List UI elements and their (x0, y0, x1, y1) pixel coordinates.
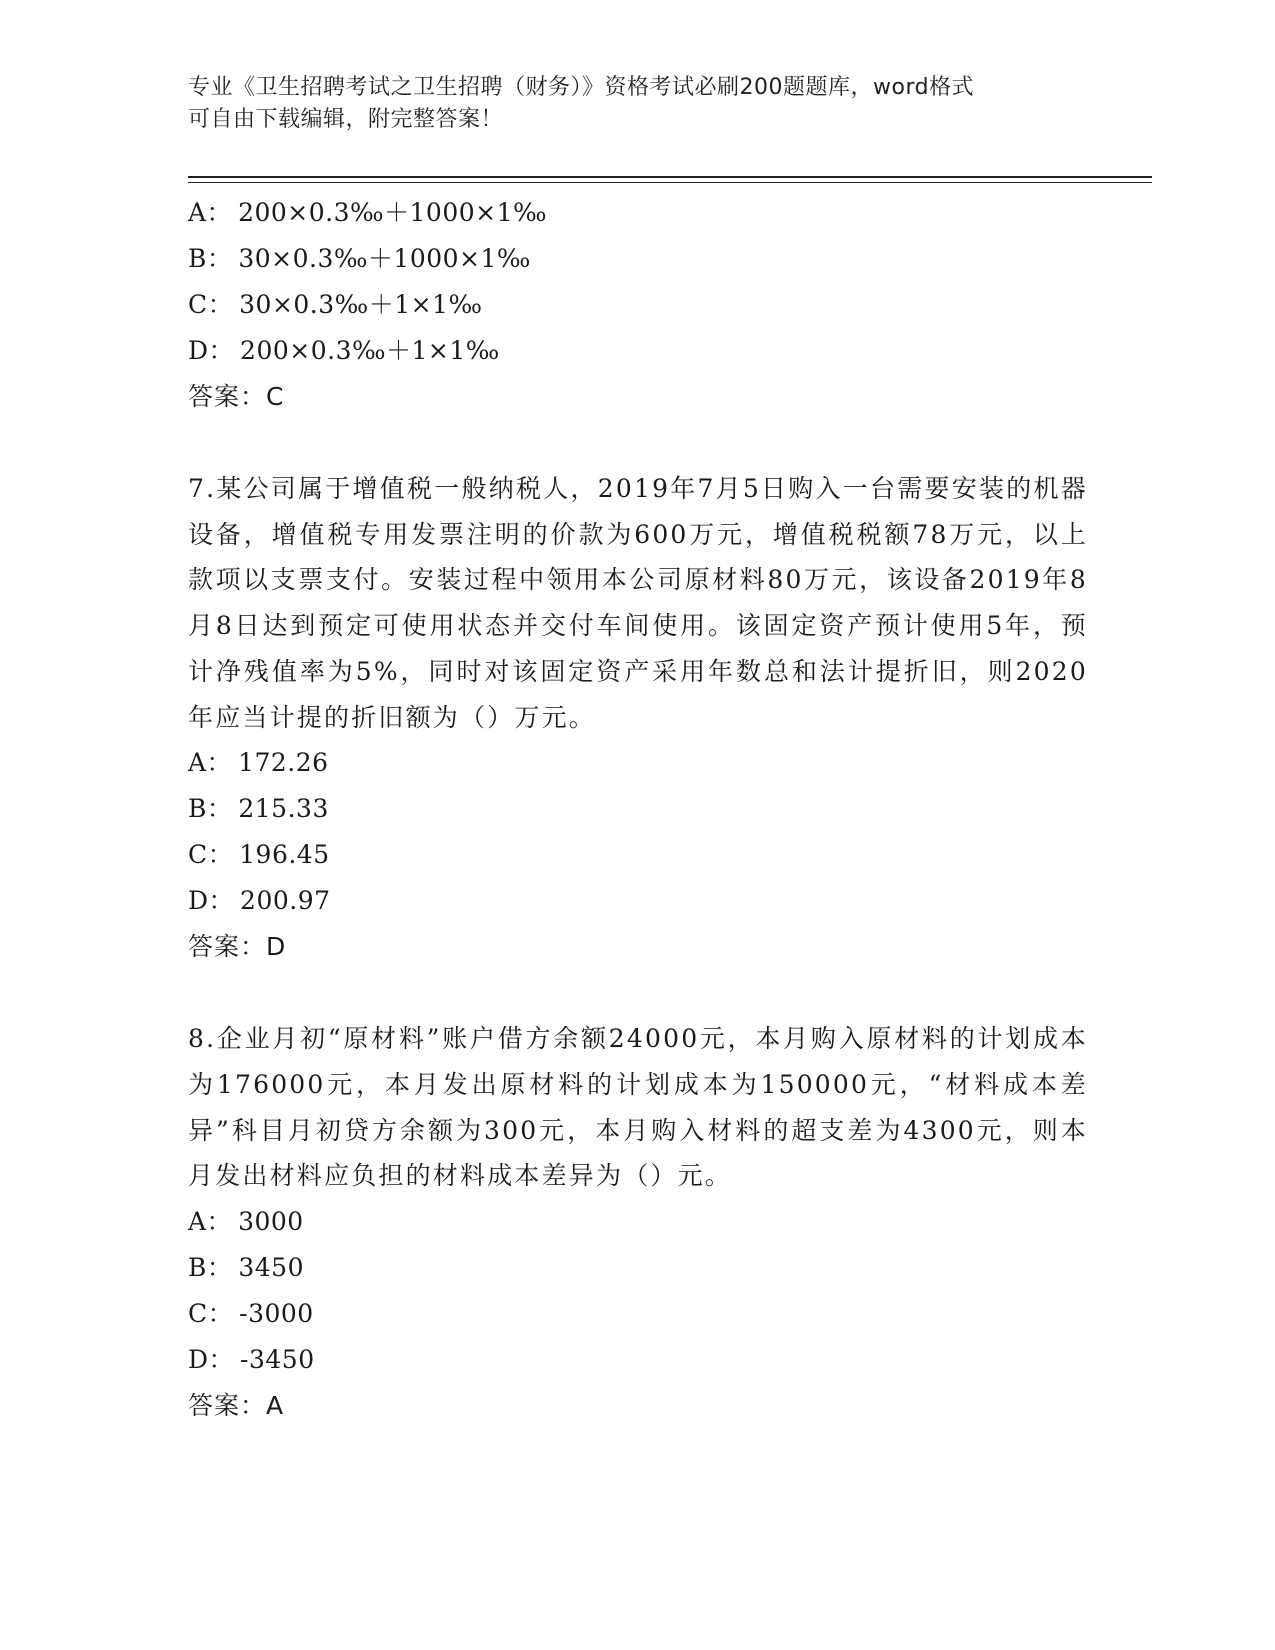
option-text: 30×0.3‰＋1000×1‰ (238, 244, 531, 273)
option-b (188, 1245, 1088, 1291)
header-divider-thin (188, 182, 1152, 183)
option-d (188, 878, 1088, 924)
question-8-text: 8.企业月初“原材料”账户借方余额24000元，本月购入原材料的计划成本为176000元，本月发出原材料的计划成本为150000元，“材料成本差异”科目月初贷方余额为300元，本月购入材料的超支差为4300元，则本月发出材料应负担的材料成本差异为（）元。 (188, 1024, 1088, 1191)
option-c (188, 1291, 1088, 1337)
question-6-options (188, 190, 1088, 420)
answer-line: 答案：A (188, 1391, 285, 1421)
option-a (188, 1199, 1088, 1245)
option-key: C： (188, 840, 234, 870)
document-header (188, 72, 1068, 136)
option-key: D： (188, 336, 235, 365)
option-c (188, 832, 1088, 878)
option-text: 200×0.3‰＋1000×1‰ (238, 198, 548, 227)
option-key: A： (188, 748, 233, 778)
option-text: 3000 (238, 1207, 304, 1237)
option-text: 3450 (238, 1253, 304, 1283)
option-text: 172.26 (238, 748, 329, 778)
option-d (188, 328, 1088, 374)
answer-line: 答案：D (188, 932, 287, 962)
option-key: A： (188, 1207, 233, 1237)
option-key: A： (188, 198, 233, 227)
option-text: 196.45 (239, 840, 330, 870)
option-key: C： (188, 1299, 234, 1329)
option-text: -3000 (239, 1299, 314, 1329)
option-b (188, 786, 1088, 832)
option-key: B： (188, 1253, 233, 1283)
question-list (188, 190, 1088, 1429)
answer-line: 答案：C (188, 382, 285, 411)
question-7-text: 7.某公司属于增值税一般纳税人，2019年7月5日购入一台需要安装的机器设备，增值税专用发票注明的价款为600万元，增值税税额78万元，以上款项以支票支付。安装过程中领用本公司原材料80万元，该设备2019年8月8日达到预定可使用状态并交付车间使用。该固定资产预计使用5年，预计净残值率为5%，同时对该固定资产采用年数总和法计提折旧，则2020年应当计提的折旧额为（）万元。 (188, 474, 1088, 732)
option-d (188, 1337, 1088, 1383)
option-key: D： (188, 886, 235, 916)
header-divider-thick (188, 176, 1152, 178)
option-key: B： (188, 244, 233, 273)
question-8-options (188, 1199, 1088, 1429)
option-text: 215.33 (238, 794, 329, 824)
option-a (188, 190, 1088, 236)
option-key: C： (188, 290, 234, 319)
option-text: 200×0.3‰＋1×1‰ (240, 336, 500, 365)
option-key: D： (188, 1345, 235, 1375)
header-line-1: 专业《卫生招聘考试之卫生招聘（财务）》资格考试必刷200题题库，word格式 (188, 75, 975, 100)
option-c (188, 282, 1088, 328)
option-text: 30×0.3‰＋1×1‰ (239, 290, 483, 319)
option-text: -3450 (240, 1345, 315, 1375)
question-7-options (188, 740, 1088, 970)
option-text: 200.97 (240, 886, 331, 916)
header-line-2: 可自由下载编辑，附完整答案！ (188, 107, 504, 132)
option-a (188, 740, 1088, 786)
option-b (188, 236, 1088, 282)
option-key: B： (188, 794, 233, 824)
